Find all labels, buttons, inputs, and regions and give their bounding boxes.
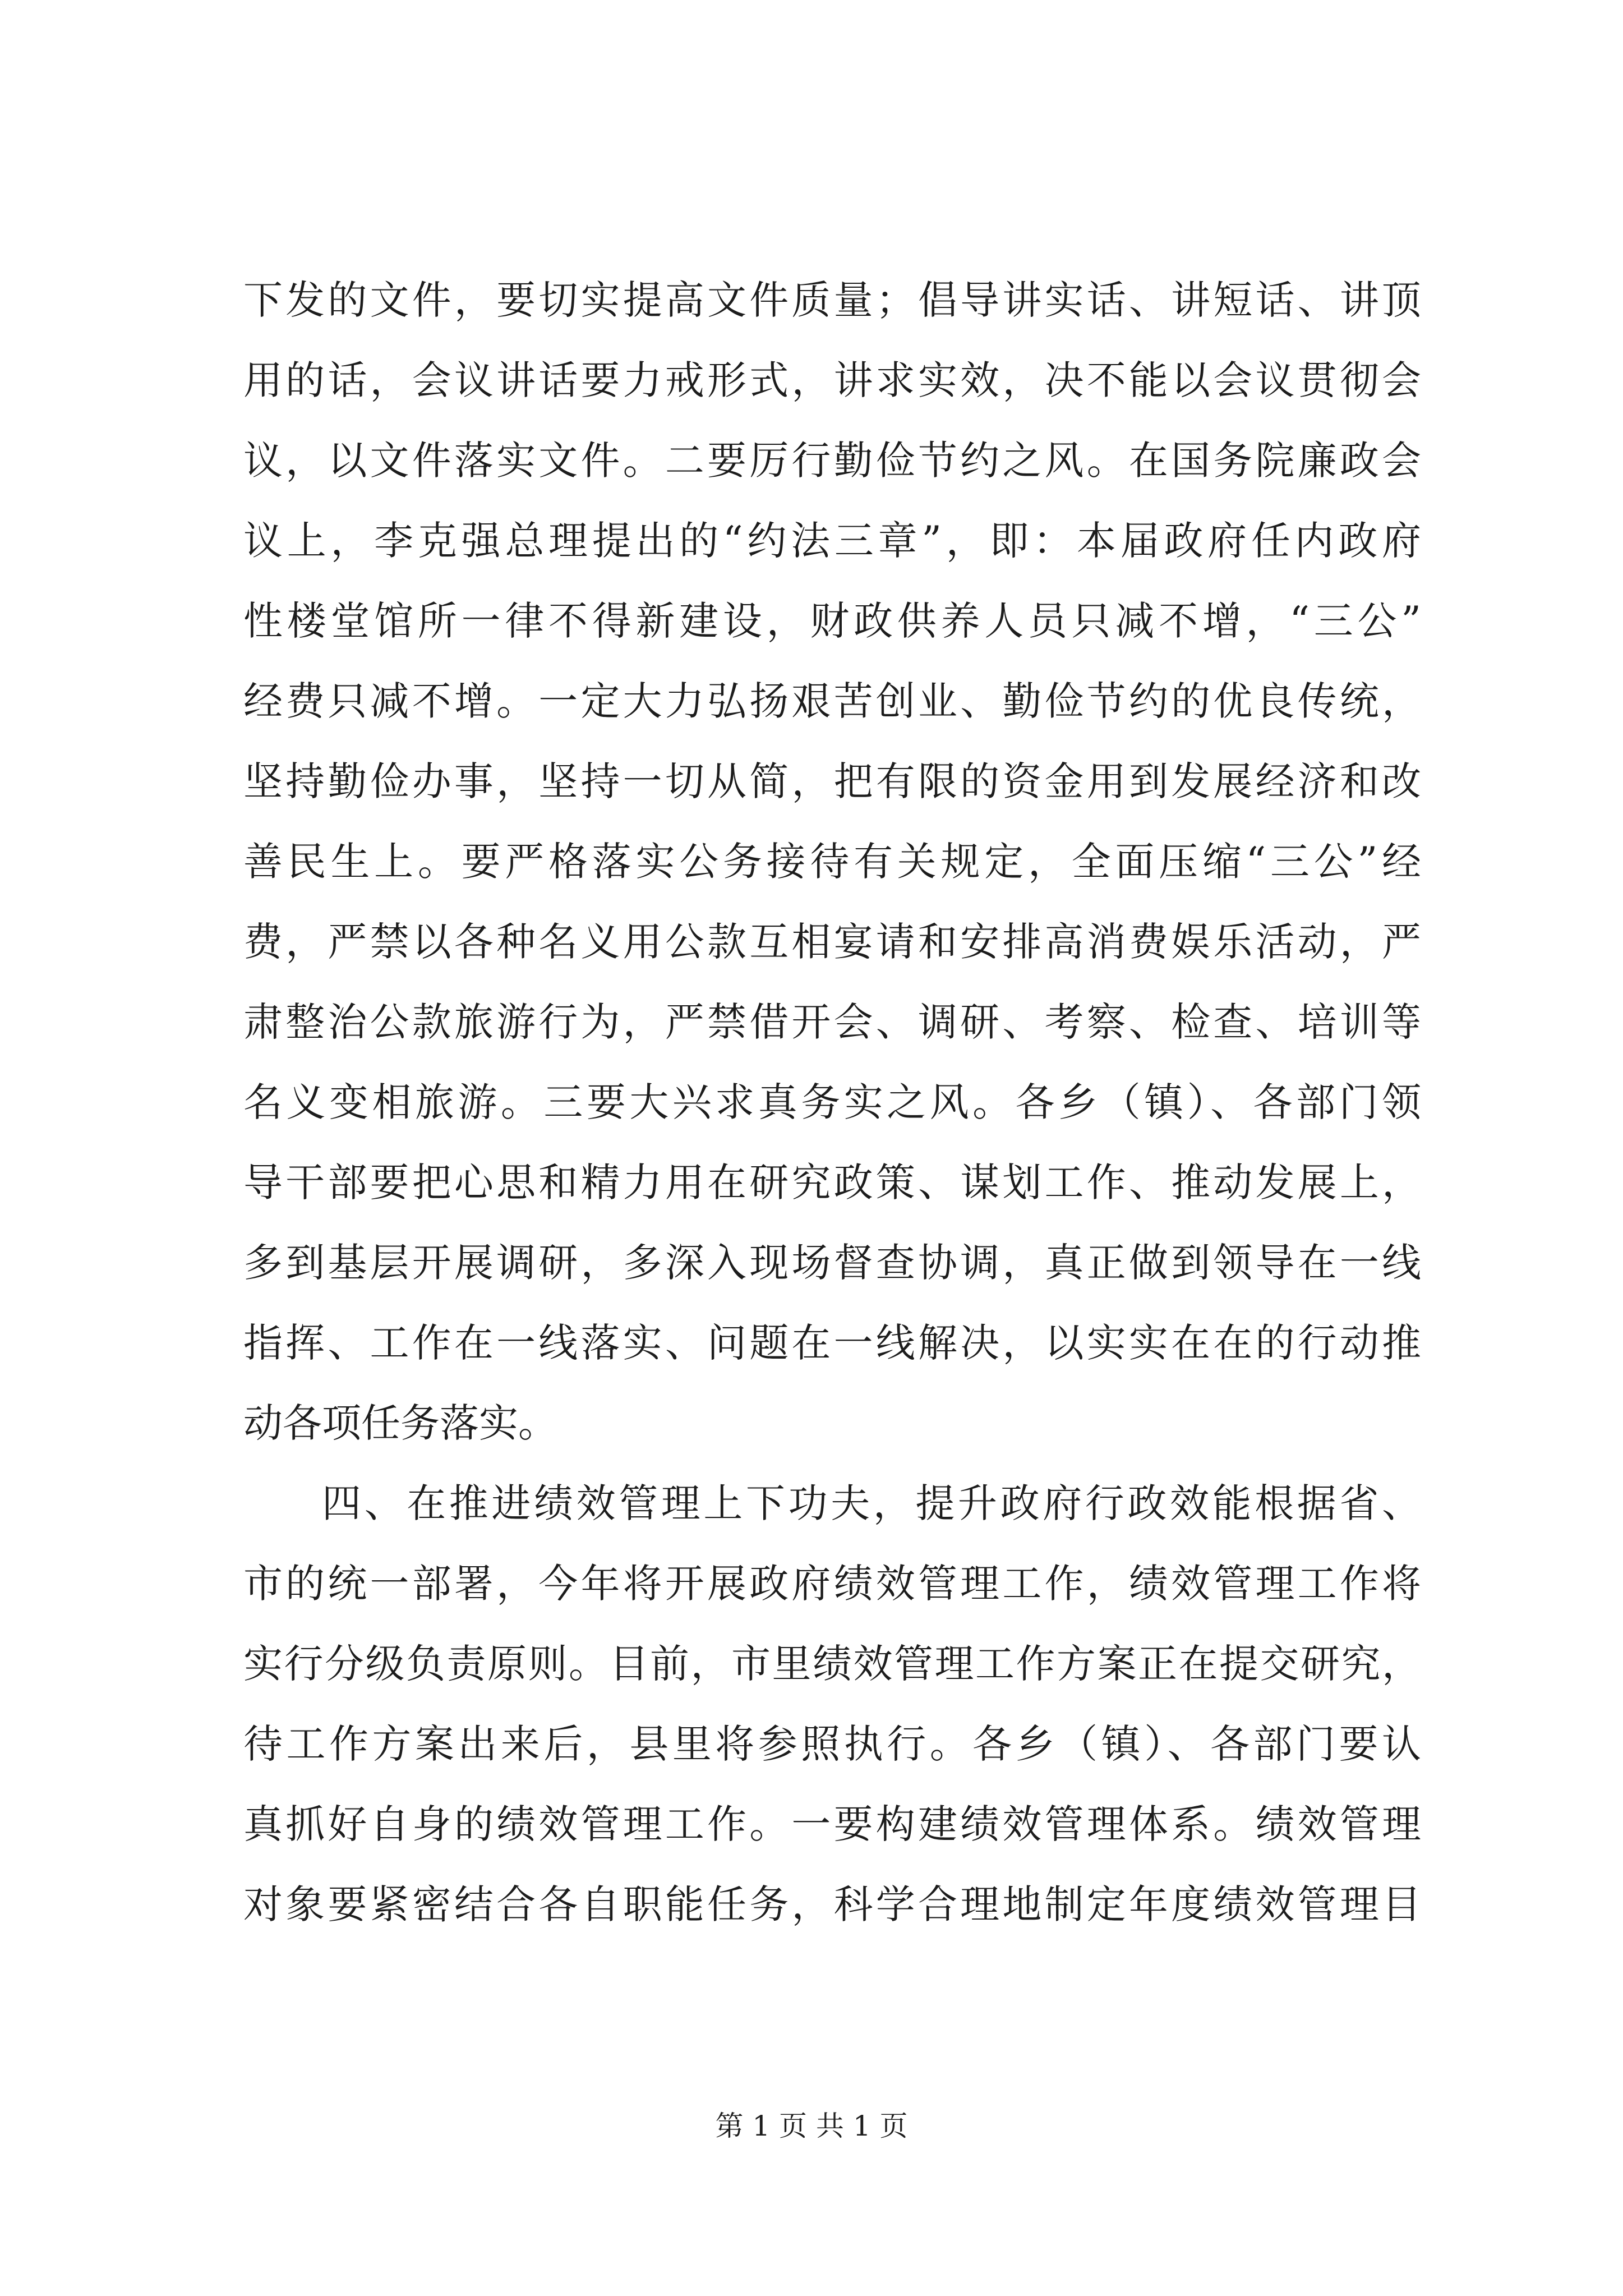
- text-line: 对象要紧密结合各自职能任务，科学合理地制定年度绩效管理目: [243, 1881, 1421, 1927]
- text-line: 四、在推进绩效管理上下功夫，提升政府行政效能根据省、: [322, 1480, 1421, 1526]
- text-line: 坚持勤俭办事，坚持一切从简，把有限的资金用到发展经济和改: [243, 758, 1421, 804]
- text-line: 议上，李克强总理提出的“约法三章”，即：本届政府任内政府: [243, 518, 1421, 564]
- text-line: 费，严禁以各种名义用公款互相宴请和安排高消费娱乐活动，严: [243, 919, 1421, 965]
- text-line: 下发的文件，要切实提高文件质量；倡导讲实话、讲短话、讲顶: [243, 277, 1421, 323]
- text-line: 待工作方案出来后，县里将参照执行。各乡（镇）、各部门要认: [243, 1721, 1421, 1767]
- text-line: 经费只减不增。一定大力弘扬艰苦创业、勤俭节约的优良传统，: [243, 678, 1421, 724]
- text-line: 性楼堂馆所一律不得新建设，财政供养人员只减不增，“三公”: [243, 598, 1421, 644]
- page-number-footer: 第 1 页 共 1 页: [715, 2110, 908, 2142]
- paragraph-1: [243, 260, 1421, 1464]
- paragraph-2: [243, 1464, 1421, 1945]
- text-line: 指挥、工作在一线落实、问题在一线解决，以实实在在的行动推: [243, 1320, 1421, 1366]
- document-body: [243, 260, 1421, 1945]
- text-line: 名义变相旅游。三要大兴求真务实之风。各乡（镇）、各部门领: [243, 1079, 1421, 1125]
- text-line: 市的统一部署，今年将开展政府绩效管理工作，绩效管理工作将: [243, 1561, 1421, 1607]
- text-line: 导干部要把心思和精力用在研究政策、谋划工作、推动发展上，: [243, 1159, 1421, 1205]
- text-line: 真抓好自身的绩效管理工作。一要构建绩效管理体系。绩效管理: [243, 1801, 1421, 1847]
- text-line: 实行分级负责原则。目前，市里绩效管理工作方案正在提交研究，: [243, 1641, 1421, 1687]
- text-line: 用的话，会议讲话要力戒形式，讲求实效，决不能以会议贯彻会: [243, 357, 1421, 403]
- text-line: 善民生上。要严格落实公务接待有关规定，全面压缩“三公”经: [243, 839, 1421, 885]
- text-line: 肃整治公款旅游行为，严禁借开会、调研、考察、检查、培训等: [243, 999, 1421, 1045]
- text-line: 动各项任务落实。: [243, 1400, 557, 1446]
- text-line: 多到基层开展调研，多深入现场督查协调，真正做到领导在一线: [243, 1240, 1421, 1286]
- text-line: 议，以文件落实文件。二要厉行勤俭节约之风。在国务院廉政会: [243, 438, 1421, 484]
